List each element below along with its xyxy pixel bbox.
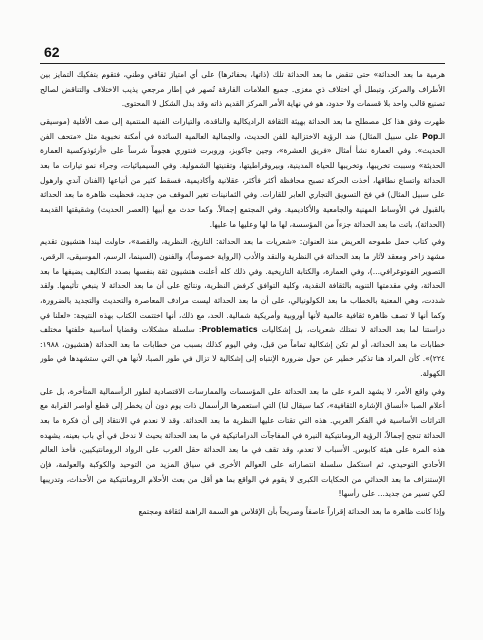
page-number: 62: [44, 44, 60, 60]
paragraph-text: وفي كتاب حمل طموحه العريض منذ العنوان: «شعريات ما بعد الحداثة: التاريخ، النظرية، والقصة»، حاولت ليندا هتشيون تقديم مشهد زاخر ومعقد لآثار ما بعد الحداثة في النظرية والنقد والأدب (الرواية خصوصاً)، والفنون (السينما، الرسم، الموسيقى، الرقص، التصوير الفوتوغرافي...)، وفي العمارة، والكتابة التاريخية. وفي ذلك كله أعلنت هتشيون ثقة بنفسها بصدد التكاليف يضيفها ما بعد الحداثة، وفي مقدمتها التنويه بالثقافة النقدية، وكلية التوافق كرفض النظرية، ونتائج على أن ما بعد الحداثة لا ينبغي تأثيمها. ولقد شددت، وهي المعنية بالخطاب ما بعد الكولونيالي، على أن ما بعد الحداثة ليست مرادف المعاصرة والتحديث والتجديد بالضرورة، وكما أنها لا تصف ظاهرة ثقافية عالمية لأنها أوروبية وأمريكية شمالية. الحد، مع ذلك، أنها اختتمت الكتاب بهذه النتيجة: «لعلنا في دراستنا لما بعد الحداثة لا نمتلك شعريات، بل إشكاليات: [40, 237, 445, 335]
paragraph-text: ظهرت وفق هذا كل مصطلح ما بعد الحداثة بهيئة الثقافة الراديكالية والناقدة، والتيارات الفنية المنتمية إلى صف الأقلية (موسيقى الـ: [40, 116, 445, 141]
paragraph-text: وإذا كانت ظاهرة ما بعد الحداثة إقراراً عاصفاً وصريحاً بأن الإقلاس هو السمة الراهنة لثقافة ومجتمع: [138, 507, 445, 517]
latin-term: Pop: [422, 131, 439, 141]
page-body: [40, 68, 445, 630]
paragraph: [40, 68, 445, 112]
paragraph-text: هرمية ما بعد الحداثة» حتى تنقض ما بعد الحداثة تلك (ذاتها، بحفائرها) على أي امتياز ثقافي وطني، فتقوم بتفكيك التمايز بين الأطراف والمركز، وتبطل أي اختلاف ذي مغزى. جميع العلامات الفارقة تُصهر في إطار مرجعي يذيب الاختلاف والتناقض لصالح تصنيع قالب واحد بلا قسمات ولا حدود، هو في نهاية الأمر المركز القديم ذاته وقد بدل الشكل لا المحتوى.: [40, 70, 445, 109]
paragraph: [40, 505, 445, 520]
header-rule: [40, 63, 445, 64]
latin-term: Problematics: [201, 325, 258, 335]
paragraph: [40, 385, 445, 502]
paragraph-text: : سلسلة مشكلات وقضايا أساسية خلفتها مختلف خطابات ما بعد الحداثة، أو لم تكن إشكالية تماماً من قبل، وفي اليوم كذلك بسبب من خطابات ما بعد الحداثة (هتشيون، ١٩٨٨: ٢٢٤)». كأن المراد هنا تذكير خطير عن حول ضرورة الإنتباه إلى إشكالية لا تزال في طور الصبا، لأنها هي التي ستشهدها في طور الكهولة.: [40, 325, 445, 379]
paragraph: [40, 235, 445, 382]
paragraph: [40, 115, 445, 232]
paragraph-text: على سبيل المثال) ضد الرؤية الاختزالية للفن الحديث، والجمالية العالمية السائدة في أمكنة نخبوية مثل «متحف الفن الحديث». وفي العمارة نشأ أمثال «فريق العشرة»، وجين جاكوبز، وروبرت فنتوري هجوماً شرساً على «أرثوذوكسية العمارة الحديثة» وسببت تخريبها، وتخريبها للحياة المدينية، وبيروقراطيتها، وتقنيتها الشمولية. وفي السيميائيات، وجراء نمو تيارات ما بعد الحداثة واتساع نطاقها، أخذت الحركة تصبح محافظة أكثر فأكثر، عقلانية وأكاديمية، فسقط كثير من أتباعها (الفنان آندي وارهول على سبيل المثال) في فخ التسويق التجاري العابر للقارات. وفي الثمانينات تغير الموقف من جديد، فحظيت ظاهرة ما بعد الحداثة بالقبول في الأوساط المهنية والجامعية والأكاديمية. وفي المجتمع إجمالاً. وكما حدث مع أبيها (العصر الحديث) وشقيقتها القديمة (الحداثة)، باتت ما بعد الحداثة جزءاً من المؤسسة، لها ما لها وعليها ما عليها.: [40, 131, 445, 229]
paragraph-text: وفي واقع الأمر، لا يشهد المرء على ما بعد الحداثة على المؤسسات والممارسات الاقتصادية لطور الرأسمالية المتأخرة، بل على أعلام الصبا «أنساق الإشارة الثقافية»، كما سيقال لنا) التي استعمرها الرأسمال ذات يوم دون أن يخطر إلى قطع أواصر القرابة مع التراثات الأساسية في الفكر الغربي. هذه التي تقتات عليها النظرية ما بعد الحداثة. وقد لا نعدم في الانتقاد إلى أن فكرة ما بعد الحداثة تنجح إجمالاً، الرؤية الرومانتيكية النيرة في المفاجآت الدراماتيكية في ما بعد الحداثة بحيث لا ندخل في أي باب بعينه، يشهده هذه المرة على هيئة كابوس. الأسباب لا تعدم، وقد تقف في ما بعد الحداثة حقل الغرب على الرواد الرومانتيكيين، فأخذ العالم الأحادي التوحيدي، ثم استكمل سلسلة انتصاراته على العوالم الأخرى في سياق المزيد من التوحيد والكوكبة والعولمة، فإن الإستنزاف ما بعد الحداثي من الحكايات الكبرى لا يقوم في الواقع بما هو أقل من بعث الأحلام الرومانتيكية من الأحداث، وتدريبها لكي تسير من جديد... على رأسها!: [40, 386, 445, 499]
